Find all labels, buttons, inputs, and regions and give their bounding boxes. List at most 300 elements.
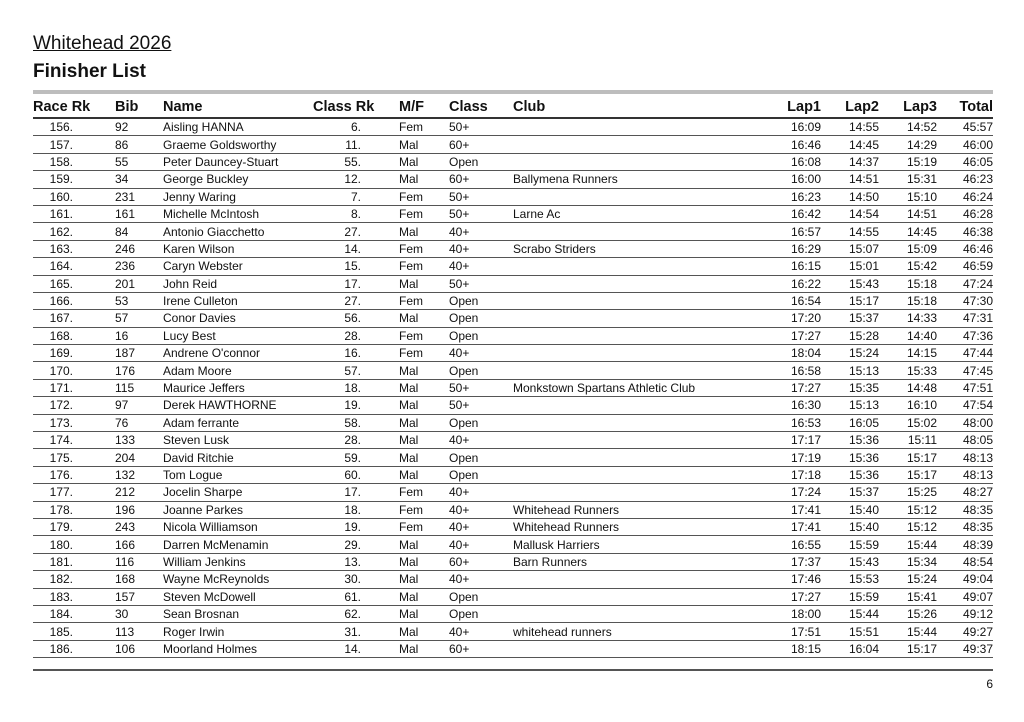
cell-lap1: 16:08 xyxy=(763,153,821,170)
cell-club xyxy=(513,345,763,362)
col-lap3: Lap3 xyxy=(879,96,937,118)
cell-class: Open xyxy=(449,292,513,309)
col-bib: Bib xyxy=(115,96,163,118)
cell-lap3: 14:52 xyxy=(879,118,937,136)
cell-lap2: 15:37 xyxy=(821,310,879,327)
cell-club xyxy=(513,362,763,379)
cell-lap3: 15:17 xyxy=(879,640,937,657)
cell-class-rank: 55. xyxy=(311,153,399,170)
cell-class-rank: 31. xyxy=(311,623,399,640)
cell-class: Open xyxy=(449,588,513,605)
cell-lap2: 14:51 xyxy=(821,171,879,188)
cell-class: 40+ xyxy=(449,623,513,640)
cell-class-rank: 17. xyxy=(311,484,399,501)
cell-class: Open xyxy=(449,414,513,431)
cell-lap1: 16:22 xyxy=(763,275,821,292)
cell-total: 46:38 xyxy=(937,223,993,240)
cell-club xyxy=(513,466,763,483)
cell-lap1: 18:00 xyxy=(763,605,821,622)
cell-lap1: 16:42 xyxy=(763,205,821,222)
cell-name: Derek HAWTHORNE xyxy=(163,397,311,414)
cell-club xyxy=(513,397,763,414)
cell-lap2: 15:40 xyxy=(821,518,879,535)
cell-class: 50+ xyxy=(449,118,513,136)
table-row xyxy=(33,240,993,257)
cell-lap2: 15:43 xyxy=(821,553,879,570)
cell-race-rank: 168. xyxy=(33,327,115,344)
cell-total: 46:28 xyxy=(937,205,993,222)
cell-class-rank: 61. xyxy=(311,588,399,605)
cell-lap1: 16:53 xyxy=(763,414,821,431)
cell-lap3: 15:42 xyxy=(879,258,937,275)
cell-lap1: 16:55 xyxy=(763,536,821,553)
cell-lap1: 17:27 xyxy=(763,327,821,344)
cell-name: Irene Culleton xyxy=(163,292,311,309)
cell-gender: Fem xyxy=(399,518,449,535)
cell-gender: Mal xyxy=(399,223,449,240)
cell-total: 48:05 xyxy=(937,432,993,449)
cell-lap3: 15:12 xyxy=(879,518,937,535)
cell-name: Wayne McReynolds xyxy=(163,571,311,588)
cell-class: Open xyxy=(449,605,513,622)
cell-club xyxy=(513,432,763,449)
cell-total: 47:31 xyxy=(937,310,993,327)
cell-bib: 161 xyxy=(115,205,163,222)
table-row xyxy=(33,449,993,466)
col-name: Name xyxy=(163,96,311,118)
cell-lap3: 15:24 xyxy=(879,571,937,588)
cell-race-rank: 165. xyxy=(33,275,115,292)
cell-class: 40+ xyxy=(449,484,513,501)
cell-total: 49:37 xyxy=(937,640,993,657)
cell-lap3: 15:11 xyxy=(879,432,937,449)
cell-lap3: 15:44 xyxy=(879,623,937,640)
cell-lap3: 14:45 xyxy=(879,223,937,240)
cell-total: 45:57 xyxy=(937,118,993,136)
cell-lap3: 15:17 xyxy=(879,449,937,466)
cell-lap2: 15:07 xyxy=(821,240,879,257)
cell-name: Roger Irwin xyxy=(163,623,311,640)
cell-lap2: 15:53 xyxy=(821,571,879,588)
cell-gender: Mal xyxy=(399,553,449,570)
cell-bib: 132 xyxy=(115,466,163,483)
table-row xyxy=(33,136,993,153)
cell-total: 48:13 xyxy=(937,449,993,466)
cell-gender: Mal xyxy=(399,414,449,431)
cell-gender: Fem xyxy=(399,484,449,501)
table-row xyxy=(33,518,993,535)
cell-lap1: 16:23 xyxy=(763,188,821,205)
cell-class: Open xyxy=(449,327,513,344)
table-row xyxy=(33,310,993,327)
table-body xyxy=(33,118,993,658)
cell-class-rank: 8. xyxy=(311,205,399,222)
cell-total: 49:27 xyxy=(937,623,993,640)
cell-lap2: 15:36 xyxy=(821,432,879,449)
cell-class: Open xyxy=(449,362,513,379)
cell-lap1: 17:41 xyxy=(763,501,821,518)
cell-class: 60+ xyxy=(449,640,513,657)
cell-total: 46:05 xyxy=(937,153,993,170)
cell-class: 40+ xyxy=(449,432,513,449)
cell-lap3: 15:34 xyxy=(879,553,937,570)
col-lap1: Lap1 xyxy=(763,96,821,118)
col-total: Total xyxy=(937,96,993,118)
cell-race-rank: 156. xyxy=(33,118,115,136)
table-row xyxy=(33,292,993,309)
cell-lap1: 17:17 xyxy=(763,432,821,449)
cell-lap2: 14:55 xyxy=(821,118,879,136)
cell-race-rank: 182. xyxy=(33,571,115,588)
cell-name: Conor Davies xyxy=(163,310,311,327)
cell-lap2: 15:59 xyxy=(821,536,879,553)
cell-class: Open xyxy=(449,466,513,483)
cell-class: 40+ xyxy=(449,536,513,553)
cell-class-rank: 27. xyxy=(311,223,399,240)
cell-name: Jenny Waring xyxy=(163,188,311,205)
cell-lap3: 14:33 xyxy=(879,310,937,327)
cell-bib: 246 xyxy=(115,240,163,257)
cell-class-rank: 62. xyxy=(311,605,399,622)
cell-class-rank: 13. xyxy=(311,553,399,570)
col-lap2: Lap2 xyxy=(821,96,879,118)
cell-gender: Mal xyxy=(399,571,449,588)
cell-race-rank: 157. xyxy=(33,136,115,153)
cell-total: 48:35 xyxy=(937,518,993,535)
table-row xyxy=(33,258,993,275)
cell-lap3: 15:31 xyxy=(879,171,937,188)
cell-club xyxy=(513,605,763,622)
cell-lap3: 15:18 xyxy=(879,275,937,292)
cell-bib: 116 xyxy=(115,553,163,570)
cell-race-rank: 174. xyxy=(33,432,115,449)
cell-club xyxy=(513,223,763,240)
cell-race-rank: 159. xyxy=(33,171,115,188)
cell-class: Open xyxy=(449,310,513,327)
cell-total: 48:54 xyxy=(937,553,993,570)
cell-gender: Mal xyxy=(399,449,449,466)
cell-class-rank: 59. xyxy=(311,449,399,466)
table-row xyxy=(33,171,993,188)
cell-total: 48:39 xyxy=(937,536,993,553)
cell-race-rank: 185. xyxy=(33,623,115,640)
cell-lap3: 15:09 xyxy=(879,240,937,257)
cell-lap2: 15:17 xyxy=(821,292,879,309)
cell-lap2: 16:04 xyxy=(821,640,879,657)
cell-gender: Mal xyxy=(399,171,449,188)
cell-name: Graeme Goldsworthy xyxy=(163,136,311,153)
cell-bib: 157 xyxy=(115,588,163,605)
col-club: Club xyxy=(513,96,763,118)
cell-total: 48:00 xyxy=(937,414,993,431)
cell-club: Monkstown Spartans Athletic Club xyxy=(513,379,763,396)
cell-class: 50+ xyxy=(449,397,513,414)
cell-gender: Fem xyxy=(399,188,449,205)
table-row xyxy=(33,414,993,431)
cell-lap3: 15:33 xyxy=(879,362,937,379)
cell-race-rank: 173. xyxy=(33,414,115,431)
cell-lap1: 17:51 xyxy=(763,623,821,640)
cell-name: Adam ferrante xyxy=(163,414,311,431)
cell-gender: Mal xyxy=(399,623,449,640)
cell-lap2: 15:43 xyxy=(821,275,879,292)
cell-lap3: 15:18 xyxy=(879,292,937,309)
table-row xyxy=(33,588,993,605)
cell-lap1: 17:27 xyxy=(763,588,821,605)
cell-club xyxy=(513,640,763,657)
cell-gender: Mal xyxy=(399,466,449,483)
table-row xyxy=(33,623,993,640)
cell-lap3: 15:10 xyxy=(879,188,937,205)
table-row xyxy=(33,397,993,414)
cell-club xyxy=(513,414,763,431)
table-row xyxy=(33,640,993,657)
cell-total: 47:44 xyxy=(937,345,993,362)
cell-class: 60+ xyxy=(449,171,513,188)
cell-class-rank: 28. xyxy=(311,327,399,344)
cell-lap3: 15:41 xyxy=(879,588,937,605)
cell-name: Nicola Williamson xyxy=(163,518,311,535)
cell-class-rank: 19. xyxy=(311,518,399,535)
cell-lap2: 15:01 xyxy=(821,258,879,275)
cell-class-rank: 7. xyxy=(311,188,399,205)
cell-lap3: 14:40 xyxy=(879,327,937,344)
cell-lap2: 15:24 xyxy=(821,345,879,362)
cell-class-rank: 6. xyxy=(311,118,399,136)
cell-club xyxy=(513,310,763,327)
cell-name: Karen Wilson xyxy=(163,240,311,257)
table-row xyxy=(33,275,993,292)
cell-total: 47:30 xyxy=(937,292,993,309)
table-row xyxy=(33,327,993,344)
cell-class: 60+ xyxy=(449,136,513,153)
cell-club: whitehead runners xyxy=(513,623,763,640)
cell-lap2: 15:35 xyxy=(821,379,879,396)
cell-bib: 187 xyxy=(115,345,163,362)
cell-club xyxy=(513,188,763,205)
cell-gender: Mal xyxy=(399,432,449,449)
cell-lap3: 15:12 xyxy=(879,501,937,518)
cell-gender: Mal xyxy=(399,275,449,292)
cell-club xyxy=(513,153,763,170)
cell-bib: 133 xyxy=(115,432,163,449)
cell-club: Ballymena Runners xyxy=(513,171,763,188)
cell-lap3: 15:02 xyxy=(879,414,937,431)
table-row xyxy=(33,188,993,205)
finisher-table xyxy=(33,96,993,658)
cell-gender: Fem xyxy=(399,118,449,136)
cell-lap1: 16:58 xyxy=(763,362,821,379)
cell-race-rank: 160. xyxy=(33,188,115,205)
cell-race-rank: 171. xyxy=(33,379,115,396)
cell-class-rank: 18. xyxy=(311,501,399,518)
cell-total: 47:51 xyxy=(937,379,993,396)
cell-total: 46:24 xyxy=(937,188,993,205)
cell-race-rank: 170. xyxy=(33,362,115,379)
cell-lap2: 15:51 xyxy=(821,623,879,640)
cell-bib: 97 xyxy=(115,397,163,414)
cell-class: 50+ xyxy=(449,275,513,292)
cell-bib: 16 xyxy=(115,327,163,344)
cell-name: Adam Moore xyxy=(163,362,311,379)
cell-class: 40+ xyxy=(449,258,513,275)
cell-name: Darren McMenamin xyxy=(163,536,311,553)
cell-name: Moorland Holmes xyxy=(163,640,311,657)
cell-class: 50+ xyxy=(449,188,513,205)
cell-lap3: 14:48 xyxy=(879,379,937,396)
cell-name: Caryn Webster xyxy=(163,258,311,275)
cell-club xyxy=(513,327,763,344)
cell-bib: 113 xyxy=(115,623,163,640)
cell-gender: Fem xyxy=(399,258,449,275)
cell-race-rank: 181. xyxy=(33,553,115,570)
cell-bib: 84 xyxy=(115,223,163,240)
cell-gender: Mal xyxy=(399,605,449,622)
cell-lap3: 15:19 xyxy=(879,153,937,170)
cell-class: 50+ xyxy=(449,379,513,396)
table-row xyxy=(33,223,993,240)
cell-total: 47:45 xyxy=(937,362,993,379)
cell-club: Barn Runners xyxy=(513,553,763,570)
cell-club: Whitehead Runners xyxy=(513,518,763,535)
cell-class: 60+ xyxy=(449,553,513,570)
cell-total: 47:24 xyxy=(937,275,993,292)
cell-lap1: 17:20 xyxy=(763,310,821,327)
cell-name: Maurice Jeffers xyxy=(163,379,311,396)
table-row xyxy=(33,153,993,170)
cell-bib: 212 xyxy=(115,484,163,501)
cell-lap2: 15:59 xyxy=(821,588,879,605)
cell-total: 46:23 xyxy=(937,171,993,188)
cell-race-rank: 176. xyxy=(33,466,115,483)
cell-class-rank: 14. xyxy=(311,240,399,257)
cell-lap2: 15:36 xyxy=(821,466,879,483)
cell-lap3: 14:29 xyxy=(879,136,937,153)
cell-gender: Mal xyxy=(399,362,449,379)
table-row xyxy=(33,536,993,553)
cell-lap2: 15:37 xyxy=(821,484,879,501)
cell-class: Open xyxy=(449,153,513,170)
cell-club xyxy=(513,449,763,466)
page-number: 6 xyxy=(986,677,993,691)
cell-lap1: 16:00 xyxy=(763,171,821,188)
cell-bib: 34 xyxy=(115,171,163,188)
cell-race-rank: 177. xyxy=(33,484,115,501)
cell-name: Jocelin Sharpe xyxy=(163,484,311,501)
cell-name: Peter Dauncey-Stuart xyxy=(163,153,311,170)
cell-lap3: 14:51 xyxy=(879,205,937,222)
col-class-rank: Class Rk xyxy=(311,96,399,118)
cell-lap2: 14:50 xyxy=(821,188,879,205)
cell-bib: 196 xyxy=(115,501,163,518)
cell-class: Open xyxy=(449,449,513,466)
cell-bib: 55 xyxy=(115,153,163,170)
cell-lap2: 15:28 xyxy=(821,327,879,344)
cell-total: 48:27 xyxy=(937,484,993,501)
cell-total: 49:12 xyxy=(937,605,993,622)
cell-gender: Mal xyxy=(399,588,449,605)
cell-lap3: 15:17 xyxy=(879,466,937,483)
cell-total: 46:59 xyxy=(937,258,993,275)
cell-club xyxy=(513,292,763,309)
table-row xyxy=(33,118,993,136)
cell-race-rank: 172. xyxy=(33,397,115,414)
cell-gender: Mal xyxy=(399,153,449,170)
cell-lap2: 14:55 xyxy=(821,223,879,240)
cell-lap2: 14:45 xyxy=(821,136,879,153)
cell-lap2: 15:13 xyxy=(821,397,879,414)
cell-lap1: 17:46 xyxy=(763,571,821,588)
cell-class-rank: 28. xyxy=(311,432,399,449)
cell-lap3: 15:44 xyxy=(879,536,937,553)
cell-class-rank: 30. xyxy=(311,571,399,588)
event-title: Whitehead 2026 xyxy=(33,33,172,54)
col-gender: M/F xyxy=(399,96,449,118)
cell-gender: Fem xyxy=(399,501,449,518)
cell-total: 46:00 xyxy=(937,136,993,153)
cell-gender: Fem xyxy=(399,205,449,222)
cell-class: 40+ xyxy=(449,571,513,588)
cell-bib: 57 xyxy=(115,310,163,327)
cell-lap2: 15:36 xyxy=(821,449,879,466)
cell-race-rank: 167. xyxy=(33,310,115,327)
cell-total: 49:04 xyxy=(937,571,993,588)
cell-class: 40+ xyxy=(449,345,513,362)
cell-lap1: 18:15 xyxy=(763,640,821,657)
cell-lap2: 15:44 xyxy=(821,605,879,622)
cell-race-rank: 161. xyxy=(33,205,115,222)
cell-race-rank: 166. xyxy=(33,292,115,309)
cell-bib: 176 xyxy=(115,362,163,379)
cell-race-rank: 164. xyxy=(33,258,115,275)
cell-lap1: 17:27 xyxy=(763,379,821,396)
table-header-row xyxy=(33,96,993,118)
table-row xyxy=(33,466,993,483)
cell-lap1: 16:30 xyxy=(763,397,821,414)
cell-total: 48:13 xyxy=(937,466,993,483)
cell-lap1: 16:09 xyxy=(763,118,821,136)
cell-lap1: 17:18 xyxy=(763,466,821,483)
cell-club xyxy=(513,571,763,588)
cell-lap2: 15:13 xyxy=(821,362,879,379)
cell-lap3: 15:25 xyxy=(879,484,937,501)
cell-lap3: 14:15 xyxy=(879,345,937,362)
cell-bib: 76 xyxy=(115,414,163,431)
cell-lap1: 16:57 xyxy=(763,223,821,240)
cell-total: 47:54 xyxy=(937,397,993,414)
cell-bib: 30 xyxy=(115,605,163,622)
cell-class-rank: 29. xyxy=(311,536,399,553)
cell-bib: 231 xyxy=(115,188,163,205)
header-rule xyxy=(33,90,993,94)
cell-class-rank: 15. xyxy=(311,258,399,275)
cell-class-rank: 27. xyxy=(311,292,399,309)
cell-lap1: 16:54 xyxy=(763,292,821,309)
cell-bib: 53 xyxy=(115,292,163,309)
cell-club: Scrabo Striders xyxy=(513,240,763,257)
cell-race-rank: 158. xyxy=(33,153,115,170)
cell-lap1: 16:15 xyxy=(763,258,821,275)
cell-bib: 92 xyxy=(115,118,163,136)
cell-lap1: 17:41 xyxy=(763,518,821,535)
cell-bib: 201 xyxy=(115,275,163,292)
cell-bib: 115 xyxy=(115,379,163,396)
cell-lap1: 16:29 xyxy=(763,240,821,257)
cell-bib: 236 xyxy=(115,258,163,275)
cell-name: Aisling HANNA xyxy=(163,118,311,136)
cell-total: 47:36 xyxy=(937,327,993,344)
cell-gender: Mal xyxy=(399,310,449,327)
